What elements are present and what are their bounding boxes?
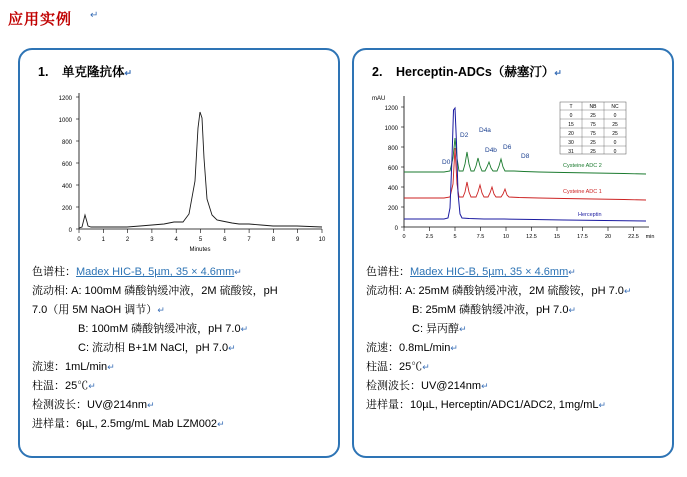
- text-line: 检测波长：UV@214nm↵: [366, 380, 489, 392]
- svg-text:1000: 1000: [58, 118, 72, 124]
- text-line: 流速：0.8mL/min↵: [366, 342, 458, 354]
- panel-2-text: [366, 265, 666, 417]
- panel-2-title: Herceptin-ADCs（赫塞汀）: [396, 65, 555, 79]
- svg-text:Minutes: Minutes: [189, 247, 211, 253]
- svg-text:2.5: 2.5: [425, 234, 434, 240]
- svg-text:20: 20: [568, 131, 574, 137]
- text-line: 进样量：10µL, Herceptin/ADC1/ADC2, 1mg/mL↵: [366, 399, 607, 411]
- svg-text:400: 400: [61, 184, 72, 190]
- text-line: 柱温：25℃↵: [32, 380, 96, 392]
- text-line: 柱温：25℃↵: [366, 361, 430, 373]
- panel-1-text: [32, 265, 332, 436]
- panel-1-heading: [38, 62, 132, 80]
- example-panel-1: [18, 48, 340, 458]
- svg-text:0: 0: [394, 226, 398, 232]
- chromatogram-chart-1: [30, 88, 330, 260]
- chromatogram-chart-2: [364, 88, 664, 260]
- svg-text:NB: NB: [589, 104, 597, 110]
- svg-text:0: 0: [68, 228, 72, 234]
- panel-1-title: 单克隆抗体: [62, 65, 125, 79]
- text-line: C: 流动相 B+1M NaCl，pH 7.0↵: [78, 342, 236, 354]
- svg-text:800: 800: [387, 146, 398, 152]
- svg-text:20: 20: [604, 234, 612, 240]
- svg-text:D4a: D4a: [479, 127, 491, 134]
- svg-text:1: 1: [101, 237, 105, 243]
- svg-text:600: 600: [387, 166, 398, 172]
- svg-text:D4b: D4b: [485, 147, 497, 154]
- svg-text:5: 5: [198, 237, 203, 243]
- text-line: C: 异丙醇↵: [412, 323, 467, 335]
- svg-text:D6: D6: [503, 144, 512, 151]
- svg-text:D8: D8: [521, 153, 530, 160]
- svg-text:D0: D0: [442, 159, 451, 166]
- text-line: 色谱柱：Madex HIC-B, 5µm, 35 × 4.6mm↵: [32, 266, 242, 278]
- text-line: 流速：1mL/min↵: [32, 361, 115, 373]
- svg-text:25: 25: [590, 140, 596, 146]
- svg-text:T: T: [569, 104, 573, 110]
- svg-text:min: min: [645, 234, 655, 240]
- svg-text:7.5: 7.5: [476, 234, 485, 240]
- svg-text:0: 0: [77, 237, 81, 243]
- text-line: B: 25mM 磷酸钠缓冲液，pH 7.0↵: [412, 304, 577, 316]
- svg-text:25: 25: [612, 122, 618, 128]
- text-line: 检测波长：UV@214nm↵: [32, 399, 155, 411]
- svg-text:1200: 1200: [384, 106, 398, 112]
- svg-text:200: 200: [387, 206, 398, 212]
- text-line: 色谱柱：Madex HIC-B, 5µm, 35 × 4.6mm↵: [366, 266, 576, 278]
- svg-text:25: 25: [612, 131, 618, 137]
- panel-2-heading: [372, 62, 562, 80]
- text-line: 流动相: A: 25mM 磷酸钠缓冲液，2M 硫酸铵，pH 7.0↵: [366, 285, 632, 297]
- svg-text:D2: D2: [460, 132, 469, 139]
- paragraph-mark: ↵: [124, 68, 133, 78]
- svg-text:0: 0: [402, 234, 406, 240]
- svg-text:0: 0: [613, 113, 617, 119]
- svg-text:400: 400: [387, 186, 398, 192]
- page-title: 应用实例: [8, 11, 73, 28]
- svg-text:25: 25: [590, 113, 596, 119]
- svg-text:0: 0: [613, 149, 617, 155]
- panel-2-number: 2.: [372, 65, 383, 79]
- svg-text:0: 0: [613, 140, 617, 146]
- svg-text:6: 6: [223, 237, 227, 243]
- panel-1-number: 1.: [38, 65, 49, 79]
- svg-text:NC: NC: [611, 104, 619, 110]
- svg-text:Herceptin: Herceptin: [578, 212, 602, 218]
- svg-text:22.5: 22.5: [628, 234, 639, 240]
- svg-text:8: 8: [271, 237, 276, 243]
- svg-text:1200: 1200: [58, 96, 72, 102]
- svg-text:9: 9: [296, 237, 300, 243]
- svg-text:7: 7: [247, 237, 251, 243]
- svg-text:31: 31: [568, 149, 574, 155]
- text-line: 进样量：6µL, 2.5mg/mL Mab LZM002↵: [32, 418, 225, 430]
- svg-text:200: 200: [61, 206, 72, 212]
- svg-text:10: 10: [318, 237, 326, 243]
- svg-text:3: 3: [150, 237, 154, 243]
- svg-text:17.5: 17.5: [577, 234, 588, 240]
- svg-text:Cysteine ADC 1: Cysteine ADC 1: [563, 189, 602, 195]
- svg-text:30: 30: [568, 140, 574, 146]
- svg-text:600: 600: [61, 162, 72, 168]
- svg-text:800: 800: [61, 140, 72, 146]
- svg-text:5: 5: [453, 234, 457, 240]
- svg-text:10: 10: [502, 234, 510, 240]
- text-line: 流动相: A: 100mM 磷酸钠缓冲液，2M 硫酸铵，pH: [32, 285, 278, 297]
- svg-text:1000: 1000: [384, 126, 398, 132]
- y-axis-label: mAU: [372, 96, 386, 102]
- svg-text:15: 15: [568, 122, 574, 128]
- svg-text:75: 75: [590, 131, 596, 137]
- svg-text:2: 2: [125, 237, 130, 243]
- inset-gradient-table: [560, 102, 626, 155]
- svg-text:15: 15: [553, 234, 561, 240]
- svg-text:75: 75: [590, 122, 596, 128]
- svg-text:25: 25: [590, 149, 596, 155]
- text-line: B: 100mM 磷酸钠缓冲液，pH 7.0↵: [78, 323, 249, 335]
- svg-text:12.5: 12.5: [526, 234, 537, 240]
- svg-text:0: 0: [569, 113, 573, 119]
- paragraph-mark: ↵: [90, 10, 99, 21]
- svg-text:4: 4: [174, 237, 178, 243]
- example-panel-2: [352, 48, 674, 458]
- paragraph-mark: ↵: [554, 68, 562, 78]
- svg-text:Cysteine ADC 2: Cysteine ADC 2: [563, 163, 602, 169]
- text-line: 7.0（用 5M NaOH 调节）↵: [32, 304, 165, 316]
